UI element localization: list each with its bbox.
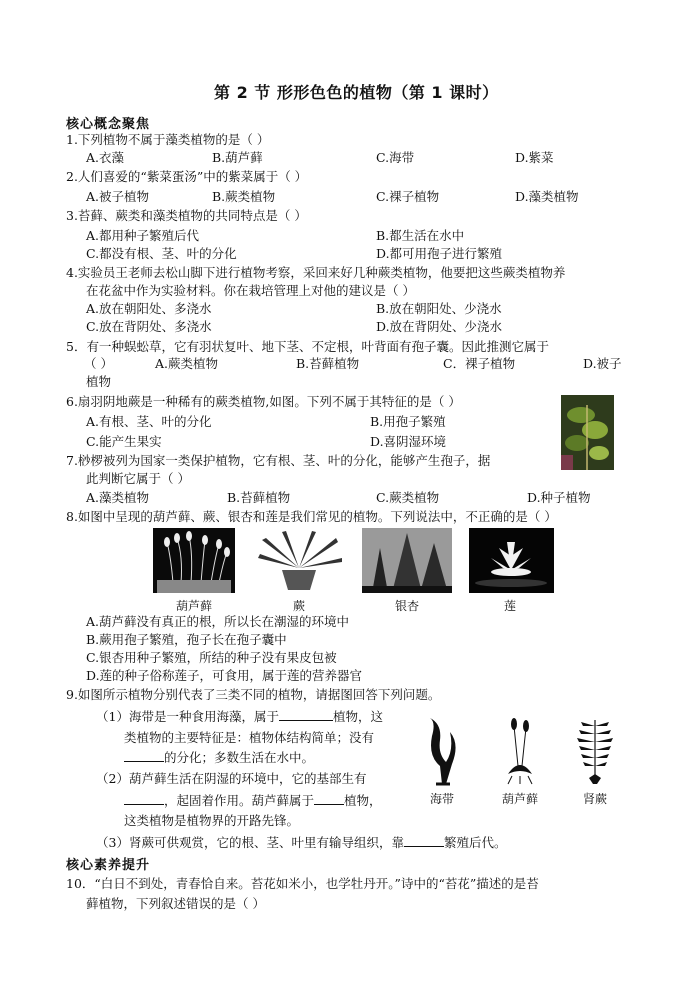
q7-stem-line2: 此判断它属于（ ）: [86, 471, 190, 486]
q9-blank-2[interactable]: [124, 749, 164, 762]
q2-stem: 2.人们喜爱的“紫菜蛋汤”中的紫菜属于（ ）: [66, 169, 308, 184]
q9-part2-line3: 这类植物是植物界的开路先锋。: [124, 813, 300, 828]
q1-option-b[interactable]: B.葫芦藓: [212, 150, 263, 165]
q4-option-c[interactable]: C.放在背阴处、多浇水: [86, 319, 212, 334]
q9-stem: 9.如图所示植物分别代表了三类不同的植物，请据图回答下列问题。: [66, 687, 441, 702]
q1-option-d[interactable]: D.紫菜: [515, 150, 554, 165]
q2-option-d[interactable]: D.藻类植物: [515, 189, 579, 204]
q6-option-d[interactable]: D.喜阴湿环境: [370, 434, 447, 449]
q9-part1-line1: （1）海带是一种食用海藻，属于 植物，这: [96, 709, 383, 724]
lotus-photo: [469, 528, 554, 593]
moss-photo: [153, 528, 235, 593]
q6-option-b[interactable]: B.用孢子繁殖: [370, 414, 446, 429]
caption-fern: 蕨: [292, 599, 305, 613]
q9-blank-5[interactable]: [404, 834, 444, 847]
moss-drawing: [498, 716, 542, 786]
sword-fern-drawing: [575, 716, 615, 786]
q7-option-b[interactable]: B.苔藓植物: [227, 490, 291, 505]
q5-option-c[interactable]: C．裸子植物: [443, 356, 516, 371]
q9-blank-1[interactable]: [279, 708, 333, 721]
ginkgo-photo: [362, 528, 452, 593]
q1-stem: 1.下列植物不属于藻类植物的是（ ）: [66, 132, 270, 147]
q3-option-d[interactable]: D.都可用孢子进行繁殖: [376, 246, 503, 261]
q8-option-a[interactable]: A.葫芦藓没有真正的根，所以长在潮湿的环境中: [86, 614, 350, 629]
q5-stem-line1: 5．有一种蜈蚣草，它有羽状复叶、地下茎、不定根，叶背面有孢子囊。因此推测它属于: [66, 339, 549, 354]
q5-option-a[interactable]: A.蕨类植物: [155, 356, 219, 371]
q2-option-a[interactable]: A.被子植物: [86, 189, 150, 204]
q8-option-c[interactable]: C.银杏用种子繁殖，所结的种子没有果皮包被: [86, 650, 337, 665]
caption-sword-fern: 肾蕨: [582, 792, 607, 806]
q5-option-d[interactable]: D.被子: [583, 356, 622, 371]
q5-option-d-continued: 植物: [86, 374, 112, 389]
caption-moss-2: 葫芦藓: [501, 792, 538, 806]
caption-lotus: 莲: [503, 599, 516, 613]
q5-option-b[interactable]: B.苔藓植物: [296, 356, 360, 371]
q6-option-a[interactable]: A.有根、茎、叶的分化: [86, 414, 212, 429]
q3-option-b[interactable]: B.都生活在水中: [376, 228, 465, 243]
q4-option-a[interactable]: A.放在朝阳处、多浇水: [86, 301, 212, 316]
caption-ginkgo: 银杏: [394, 599, 419, 613]
q7-stem-line1: 7.桫椤被列为国家一类保护植物，它有根、茎、叶的分化，能够产生孢子，据: [66, 453, 491, 468]
q4-stem-line2: 在花盆中作为实验材料。你在栽培管理上对他的建议是（ ）: [86, 283, 415, 298]
q9-part2-line1: （2）葫芦藓生活在阴湿的环境中，它的基部生有: [96, 771, 367, 786]
q2-option-b[interactable]: B.蕨类植物: [212, 189, 276, 204]
section-heading-core-concepts: 核心概念聚焦: [66, 117, 151, 132]
q5-answer-blank: （ ）: [84, 356, 113, 371]
caption-kelp: 海带: [429, 792, 454, 806]
q4-option-d[interactable]: D.放在背阴处、少浇水: [376, 319, 503, 334]
q9-part2-line2: ，起固着作用。葫芦藓属于 植物，: [124, 792, 382, 810]
caption-moss: 葫芦藓: [175, 599, 212, 613]
q9-part1-line3: 的分化；多数生活在水中。: [124, 749, 314, 767]
section-heading-core-literacy: 核心素养提升: [66, 858, 151, 873]
kelp-drawing: [420, 716, 464, 786]
q7-option-d[interactable]: D.种子植物: [527, 490, 591, 505]
q9-blank-4[interactable]: [314, 792, 344, 805]
q3-option-c[interactable]: C.都没有根、茎、叶的分化: [86, 246, 237, 261]
q8-stem: 8.如图中呈现的葫芦藓、蕨、银杏和莲是我们常见的植物。下列说法中，不正确的是（ ）: [66, 509, 557, 524]
q2-option-c[interactable]: C.裸子植物: [376, 189, 440, 204]
q7-option-a[interactable]: A.藻类植物: [86, 490, 150, 505]
q10-stem-line1: 10．“白日不到处，青春恰自来。苔花如米小，也学牡丹开。”诗中的“苔花”描述的是苔: [66, 876, 539, 891]
q6-option-c[interactable]: C.能产生果实: [86, 434, 162, 449]
q4-option-b[interactable]: B.放在朝阳处、少浇水: [376, 301, 502, 316]
q3-option-a[interactable]: A.都用种子繁殖后代: [86, 228, 200, 243]
q3-stem: 3.苔藓、蕨类和藻类植物的共同特点是（ ）: [66, 208, 307, 223]
q8-option-b[interactable]: B.蕨用孢子繁殖，孢子长在孢子囊中: [86, 632, 287, 647]
q4-stem-line1: 4.实验员王老师去松山脚下进行植物考察，采回来好几种蕨类植物，他要把这些蕨类植物养: [66, 265, 566, 280]
q6-stem: 6.扇羽阴地蕨是一种稀有的蕨类植物,如图。下列不属于其特征的是（ ）: [66, 394, 461, 409]
q9-blank-3[interactable]: [124, 792, 164, 805]
q8-option-d[interactable]: D.莲的种子俗称莲子，可食用，属于莲的营养器官: [86, 668, 363, 683]
q10-stem-line2: 藓植物，下列叙述错误的是（ ）: [86, 896, 265, 911]
page-title: 第 2 节 形形色色的植物（第 1 课时）: [214, 83, 499, 102]
q1-option-c[interactable]: C.海带: [376, 150, 415, 165]
fern-pot-photo: [252, 528, 347, 593]
q9-part3-line1: （3）肾蕨可供观赏，它的根、茎、叶里有输导组织，靠 繁殖后代。: [96, 835, 507, 850]
q7-option-c[interactable]: C.蕨类植物: [376, 490, 440, 505]
q9-part1-line2: 类植物的主要特征是：植物体结构简单；没有: [124, 730, 375, 745]
q1-option-a[interactable]: A.衣藻: [86, 150, 125, 165]
fern-photo: [561, 395, 614, 470]
